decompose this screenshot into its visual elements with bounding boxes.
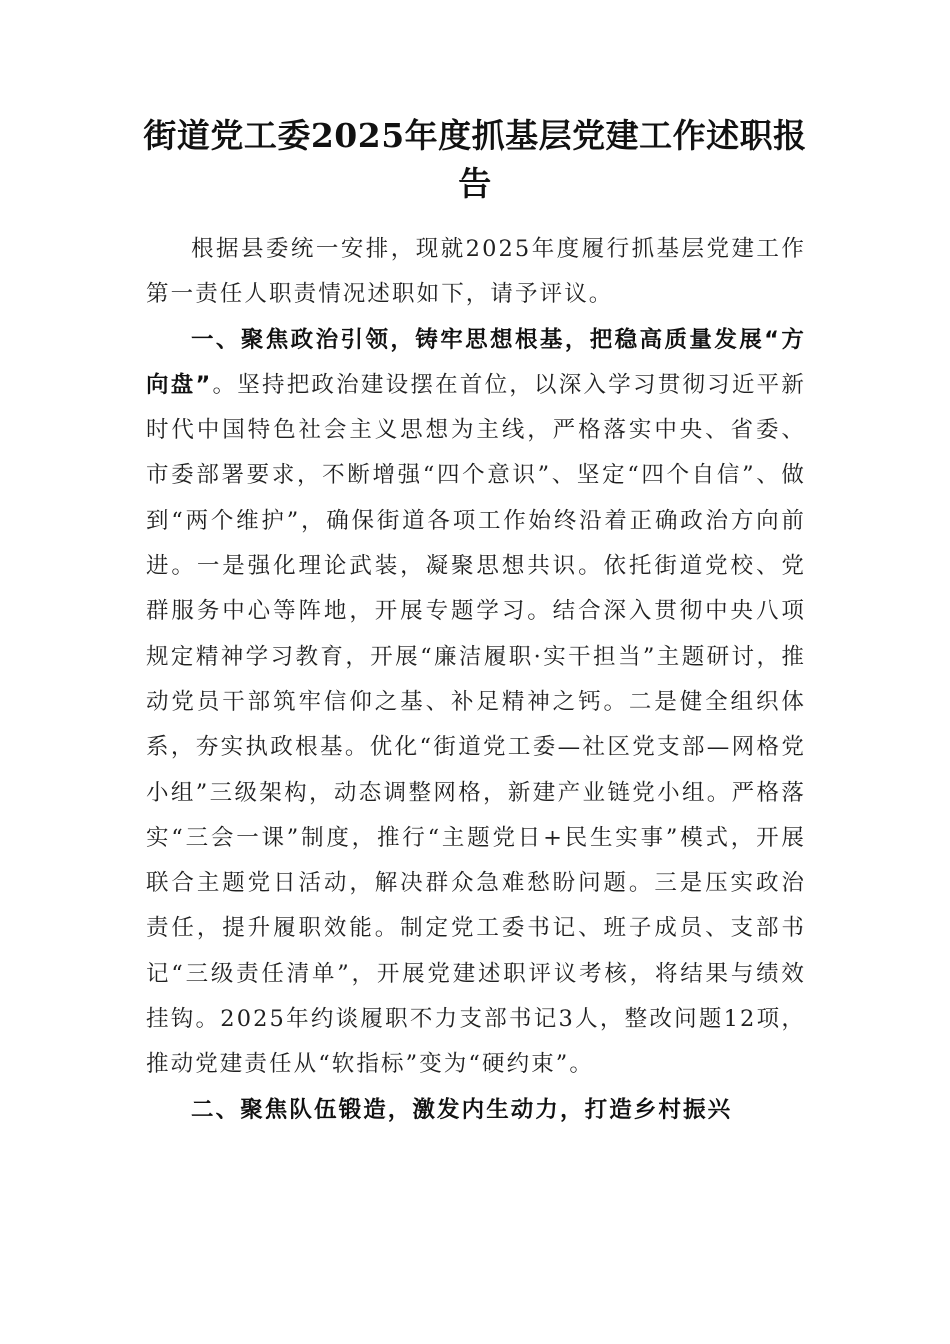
section-one-heading: 一、聚焦政治引领，铸牢思想根基，把稳高质量发展“方向盘” <box>146 326 806 398</box>
intro-text: 根据县委统一安排，现就2025年度履行抓基层党建工作第一责任人职责情况述职如下，请予评议。 <box>146 236 806 308</box>
section-two-heading: 二、聚焦队伍锻造，激发内生动力，打造乡村振兴 <box>191 1096 733 1123</box>
section-one-text: 。坚持把政治建设摆在首位，以深入学习贯彻习近平新时代中国特色社会主义思想为主线，严格落实中央、省委、市委部署要求，不断增强“四个意识”、坚定“四个自信”、做到“两个维护”，确保街道各项工作始终沿着正确政治方向前进。一是强化理论武装，凝聚思想共识。依托街道党校、党群服务中心等阵地，开展专题学习。结合深入贯彻中央八项规定精神学习教育，开展“廉洁履职·实干担当”主题研讨，推动党员干部筑牢信仰之基、补足精神之钙。二是健全组织体系，夯实执政根基。优化“街道党工委—社区党支部—网格党小组”三级架构，动态调整网格，新建产业链党小组。严格落实“三会一课”制度，推行“主题党日+民生实事”模式，开展联合主题党日活动，解决群众急难愁盼问题。三是压实政治责任，提升履职效能。制定党工委书记、班子成员、支部书记“三级责任清单”，开展党建述职评议考核，将结果与绩效挂钩。2025年约谈履职不力支部书记3人，整改问题12项，推动党建责任从“软指标”变为“硬约束”。 <box>146 371 806 1078</box>
intro-paragraph <box>146 227 806 318</box>
section-one-paragraph <box>146 318 806 1088</box>
section-two-paragraph <box>146 1088 806 1133</box>
document-body <box>146 227 806 1133</box>
document-title: 街道党工委2025年度抓基层党建工作述职报告 <box>143 116 807 203</box>
